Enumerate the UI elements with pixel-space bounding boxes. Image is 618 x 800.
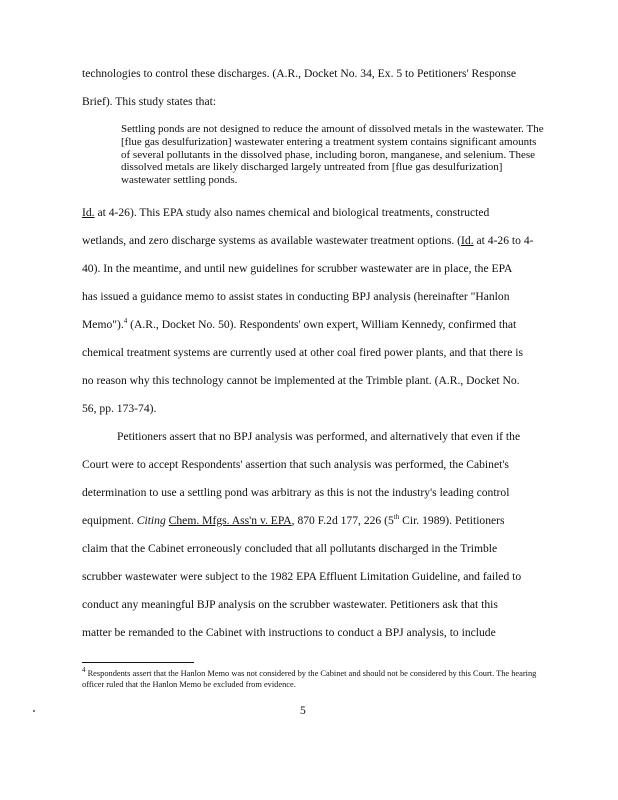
- body-line: [82, 234, 550, 248]
- footnote-text: Respondents assert that the Hanlon Memo was not considered by the Cabinet and should not be considered by this Court. The hearing officer ruled that the Hanlon Memo be excluded from evidence.: [82, 669, 537, 689]
- citation-id: Id.: [82, 206, 95, 219]
- body-line: has issued a guidance memo to assist states in conducting BPJ analysis (hereinafter "Hanlon: [82, 290, 510, 303]
- case-name: Chem. Mfgs. Ass'n v. EPA: [168, 514, 292, 527]
- scan-speck: [33, 710, 35, 712]
- body-line: Petitioners assert that no BPJ analysis was performed, and alternatively that even if the: [117, 430, 521, 443]
- signal-word: Citing: [136, 514, 166, 527]
- citation-id: Id.: [461, 234, 474, 247]
- body-line: determination to use a settling pond was arbitrary as this is not the industry's leading control: [82, 486, 510, 499]
- body-text: (A.R., Docket No. 50). Respondents' own expert, William Kennedy, confirmed that: [127, 318, 517, 331]
- body-line: 56, pp. 173-74).: [82, 402, 157, 415]
- footnote: [82, 668, 552, 690]
- body-text: at 4-26). This EPA study also names chemical and biological treatments, constructed: [94, 206, 490, 219]
- body-line: matter be remanded to the Cabinet with instructions to conduct a BPJ analysis, to include: [82, 626, 496, 639]
- body-line: technologies to control these discharges. (A.R., Docket No. 34, Ex. 5 to Petitioners' Response: [82, 67, 516, 80]
- body-text: Memo").: [82, 318, 124, 331]
- block-quote: [121, 123, 546, 187]
- body-text: equipment.: [82, 514, 137, 527]
- footnote-number: 4: [82, 666, 86, 675]
- body-line: chemical treatment systems are currently used at other coal fired power plants, and that there is: [82, 346, 524, 359]
- footnote-divider: [82, 662, 194, 663]
- ordinal-suffix: th: [393, 513, 400, 522]
- body-line: [82, 318, 550, 332]
- page-number: 5: [300, 704, 306, 717]
- body-line: claim that the Cabinet erroneously concluded that all pollutants discharged in the Trimble: [82, 542, 498, 555]
- body-line: Court were to accept Respondents' assertion that such analysis was performed, the Cabinet's: [82, 458, 509, 471]
- footnote-reference: 4: [123, 317, 128, 326]
- body-line: [82, 206, 550, 220]
- body-text: , 870 F.2d 177, 226 (5: [291, 514, 394, 527]
- body-line: [82, 514, 550, 528]
- body-line: conduct any meaningful BJP analysis on the scrubber wastewater. Petitioners ask that this: [82, 598, 498, 611]
- block-quote-text: Settling ponds are not designed to reduce the amount of dissolved metals in the wastewater. The [flue gas desulfurization] wastewater entering a treatment system contains significant amounts of several pollutants in the dissolved phase, including boron, manganese, and selenium. These dissolved metals are likely discharged largely untreated from [flue gas desulfurization] wastewater settling ponds.: [121, 123, 544, 187]
- body-line: Brief). This study states that:: [82, 95, 217, 108]
- body-text: at 4-26 to 4-: [473, 234, 534, 247]
- body-text: Cir. 1989). Petitioners: [399, 514, 505, 527]
- body-line: no reason why this technology cannot be implemented at the Trimble plant. (A.R., Docket No.: [82, 374, 520, 387]
- body-line: 40). In the meantime, and until new guidelines for scrubber wastewater are in place, the EPA: [82, 262, 513, 275]
- body-text: wetlands, and zero discharge systems as available wastewater treatment options. (: [82, 234, 462, 247]
- body-line: scrubber wastewater were subject to the 1982 EPA Effluent Limitation Guideline, and failed to: [82, 570, 522, 583]
